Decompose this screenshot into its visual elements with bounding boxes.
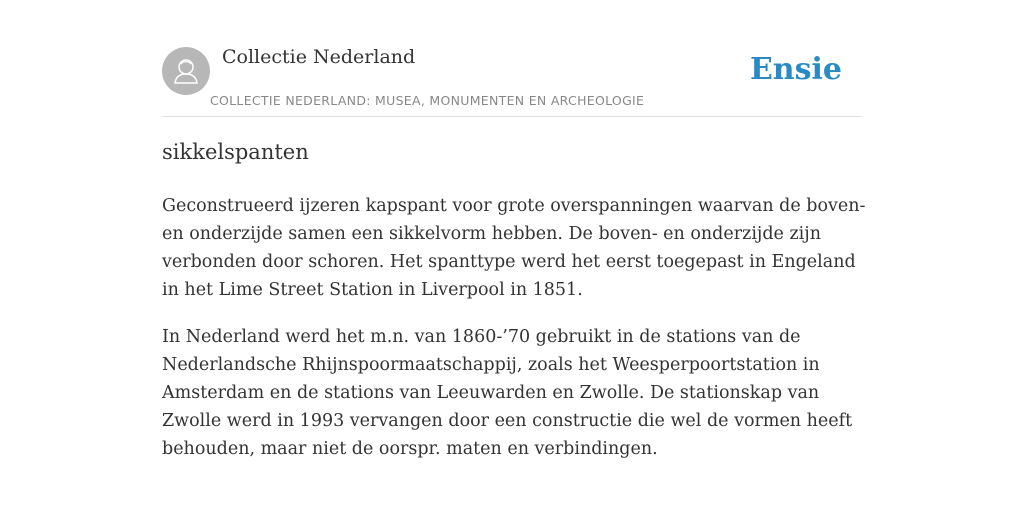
collection-title[interactable]: COLLECTIE NEDERLAND: MUSEA, MONUMENTEN EN ARCHEOLOGIE <box>210 93 645 108</box>
author-avatar[interactable] <box>162 47 210 95</box>
entry-header <box>162 46 862 117</box>
brand-logo[interactable]: Ensie <box>749 52 842 87</box>
entry-title: sikkelspanten <box>162 140 309 164</box>
author-name[interactable]: Collectie Nederland <box>222 46 416 68</box>
user-silhouette-icon <box>162 47 210 95</box>
entry-paragraph: Geconstrueerd ijzeren kapspant voor grote overspanningen waarvan de boven- en onderzijde samen een sikkelvorm hebben. De boven- en onderzijde zijn verbonden door schoren. Het spanttype werd het eerst toegepast in Engeland in het Lime Street Station in Liverpool in 1851. <box>162 196 866 300</box>
entry-paragraph: In Nederland werd het m.n. van 1860-’70 gebruikt in de stations van de Nederlandsche Rhijnspoormaatschappij, zoals het Weesperpoortstation in Amsterdam en de stations van Leeuwarden en Zwolle. De stationskap van Zwolle werd in 1993 vervangen door een constructie die wel de vormen heeft behouden, maar niet de oorspr. maten en verbindingen. <box>162 327 853 459</box>
entry-body <box>162 192 867 482</box>
